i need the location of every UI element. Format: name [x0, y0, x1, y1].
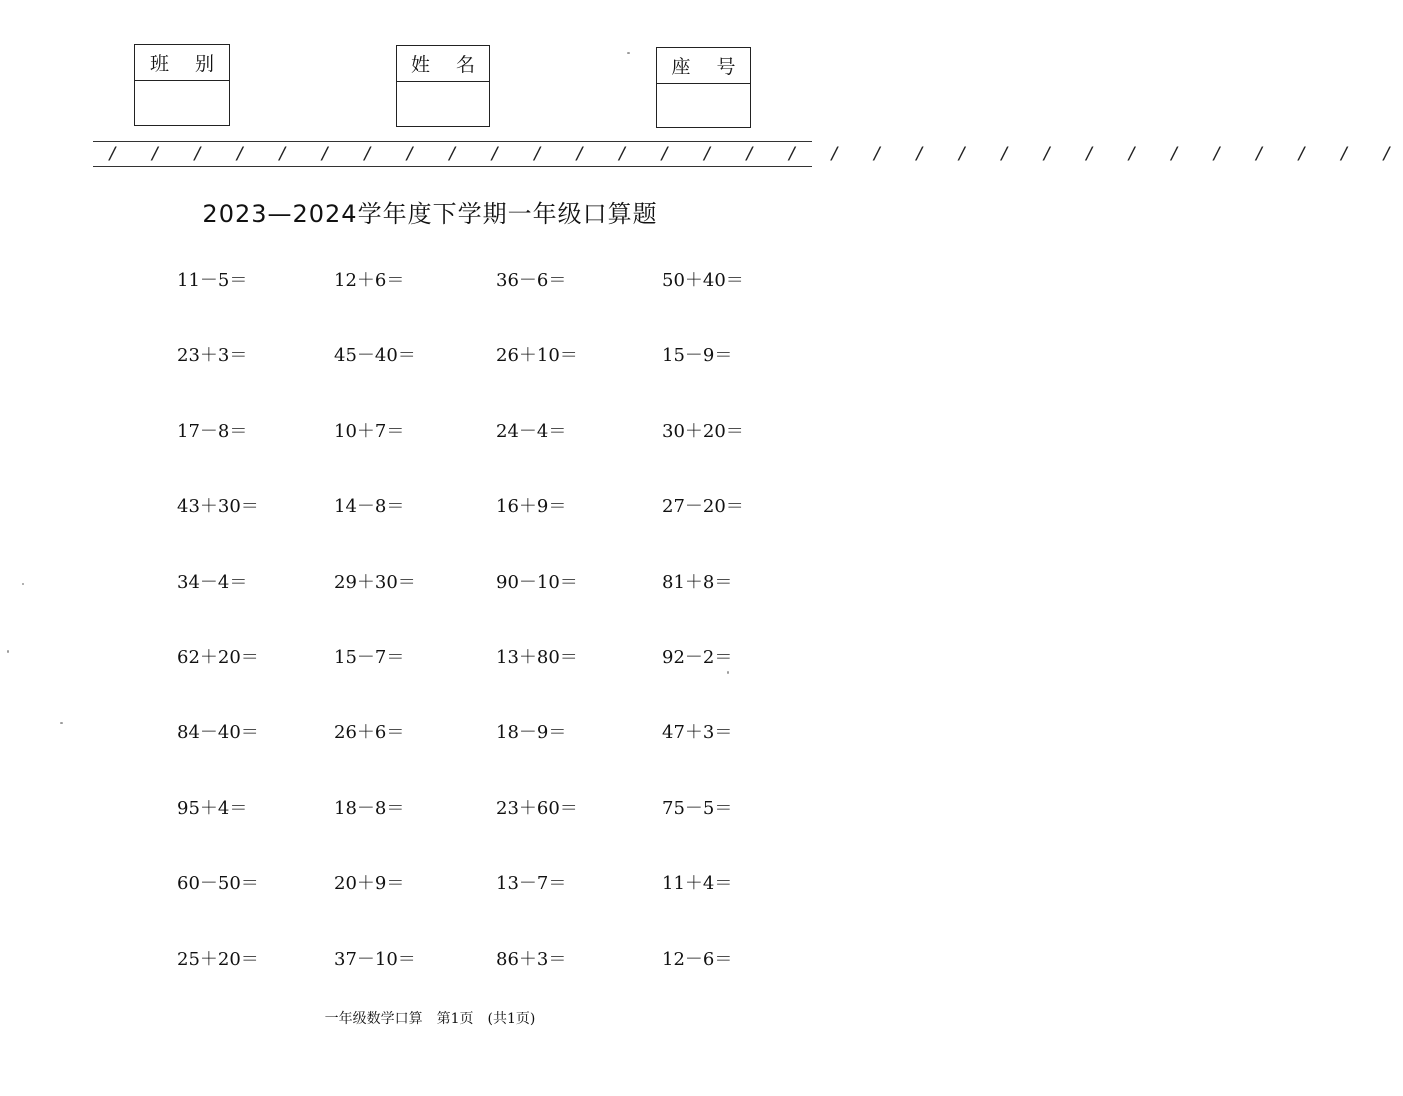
problem-item: 90－10＝ [496, 572, 578, 593]
problem-item: 10＋7＝ [334, 421, 405, 442]
problem-item: 30＋20＝ [662, 421, 744, 442]
scan-speck [60, 722, 63, 724]
class-field-label: 班 别 [135, 45, 229, 81]
problem-item: 24－4＝ [496, 421, 567, 442]
problem-item: 29＋30＝ [334, 572, 416, 593]
problem-item: 14－8＝ [334, 496, 405, 517]
name-field-blank [397, 82, 489, 122]
problem-item: 37－10＝ [334, 949, 416, 970]
problem-item: 95＋4＝ [177, 798, 248, 819]
name-field-label: 姓 名 [397, 46, 489, 82]
problem-item: 86＋3＝ [496, 949, 567, 970]
problem-item: 23＋60＝ [496, 798, 578, 819]
seat-field-box [656, 47, 751, 128]
problem-item: 60－50＝ [177, 873, 259, 894]
class-field-blank [135, 81, 229, 121]
problem-item: 15－7＝ [334, 647, 405, 668]
problem-item: 12－6＝ [662, 949, 733, 970]
problem-item: 62＋20＝ [177, 647, 259, 668]
class-field-box [134, 44, 230, 126]
problem-item: 16＋9＝ [496, 496, 567, 517]
page-footer: 一年级数学口算 第1页 (共1页) [324, 1011, 536, 1027]
problem-item: 81＋8＝ [662, 572, 733, 593]
problem-item: 11＋4＝ [662, 873, 733, 894]
problem-item: 27－20＝ [662, 496, 744, 517]
name-field-box [396, 45, 490, 127]
problem-item: 45－40＝ [334, 345, 416, 366]
problem-item: 47＋3＝ [662, 722, 733, 743]
scan-speck [22, 583, 24, 585]
problem-item: 12＋6＝ [334, 270, 405, 291]
seat-field-label: 座 号 [657, 48, 750, 84]
scan-speck [7, 650, 9, 653]
cut-line-bottom-rule [93, 166, 812, 167]
problem-item: 17－8＝ [177, 421, 248, 442]
cut-line-top-rule [93, 141, 812, 142]
problem-item: 20＋9＝ [334, 873, 405, 894]
problem-item: 23＋3＝ [177, 345, 248, 366]
problem-item: 34－4＝ [177, 572, 248, 593]
problem-item: 84－40＝ [177, 722, 259, 743]
cut-line-slashes: / / / / / / / / / / / / / / / / / / / / / / / / / / / / / / / [108, 144, 1403, 164]
problem-item: 26＋10＝ [496, 345, 578, 366]
problem-item: 75－5＝ [662, 798, 733, 819]
scan-speck [627, 52, 630, 54]
problem-item: 18－9＝ [496, 722, 567, 743]
problem-item: 13＋80＝ [496, 647, 578, 668]
problem-item: 18－8＝ [334, 798, 405, 819]
problem-item: 15－9＝ [662, 345, 733, 366]
problem-item: 26＋6＝ [334, 722, 405, 743]
problem-item: 25＋20＝ [177, 949, 259, 970]
problem-item: 50＋40＝ [662, 270, 744, 291]
problem-item: 13－7＝ [496, 873, 567, 894]
scan-speck [727, 671, 729, 674]
worksheet-title: 2023—2024学年度下学期一年级口算题 [202, 200, 658, 228]
seat-field-blank [657, 84, 750, 124]
problem-item: 43＋30＝ [177, 496, 259, 517]
problem-item: 36－6＝ [496, 270, 567, 291]
problem-item: 11－5＝ [177, 270, 248, 291]
problem-item: 92－2＝ [662, 647, 733, 668]
